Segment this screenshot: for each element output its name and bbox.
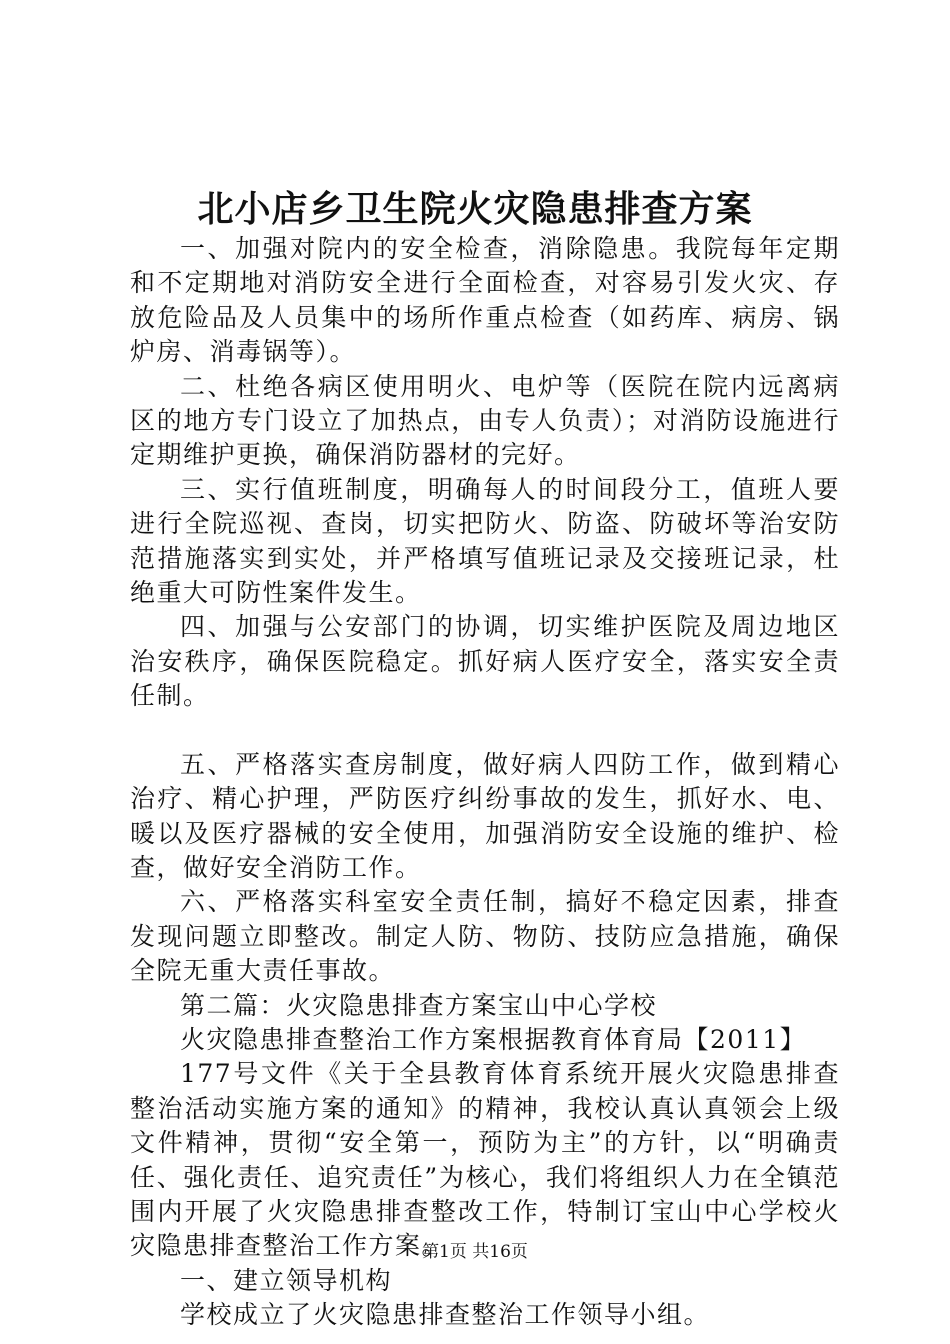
paragraph-7: 火灾隐患排查整治工作方案根据教育体育局【2011】 [180,1024,807,1054]
section-heading-part-two: 第二篇：火灾隐患排查方案宝山中心学校 [180,990,658,1020]
paragraph-2: 二、杜绝各病区使用明火、电炉等（医院在院内远离病区的地方专门设立了加热点，由专人负责）；对消防设施进行定期维护更换，确保消防器材的完好。 [130,371,840,470]
document-body [130,232,840,1333]
document-title: 北小店乡卫生院火灾隐患排查方案 [197,188,753,230]
paragraph-6: 六、严格落实科室安全责任制，搞好不稳定因素，排查发现问题立即整改。制定人防、物防、技防应急措施，确保全院无重大责任事故。 [130,887,840,986]
paragraph-9: 学校成立了火灾隐患排查整治工作领导小组。 [180,1300,711,1330]
paragraph-8: 177号文件《关于全县教育体育系统开展火灾隐患排查整治活动实施方案的通知》的精神，我校认真认真领会上级文件精神，贯彻“安全第一，预防为主”的方针，以“明确责任、强化责任、追究责任”为核心，我们将组织人力在全镇范围内开展了火灾隐患排查整改工作，特制订宝山中心学校火灾隐患排查整治工作方案。 [130,1059,840,1261]
paragraph-5: 五、严格落实查房制度，做好病人四防工作，做到精心治疗、精心护理，严防医疗纠纷事故的发生，抓好水、电、暖以及医疗器械的安全使用，加强消防安全设施的维护、检查，做好安全消防工作。 [130,749,840,882]
subheading-leadership: 一、建立领导机构 [180,1265,393,1295]
paragraph-4: 四、加强与公安部门的协调，切实维护医院及周边地区治安秩序，确保医院稳定。抓好病人医疗安全，落实安全责任制。 [130,612,840,711]
page-number-footer: 第1页 共16页 [422,1242,528,1262]
paragraph-3: 三、实行值班制度，明确每人的时间段分工，值班人要进行全院巡视、查岗，切实把防火、防盗、防破坏等治安防范措施落实到实处，并严格填写值班记录及交接班记录，杜绝重大可防性案件发生。 [130,474,840,608]
paragraph-1: 一、加强对院内的安全检查，消除隐患。我院每年定期和不定期地对消防安全进行全面检查，对容易引发火灾、存放危险品及人员集中的场所作重点检查（如药库、病房、锅炉房、消毒锅等）。 [130,234,840,367]
